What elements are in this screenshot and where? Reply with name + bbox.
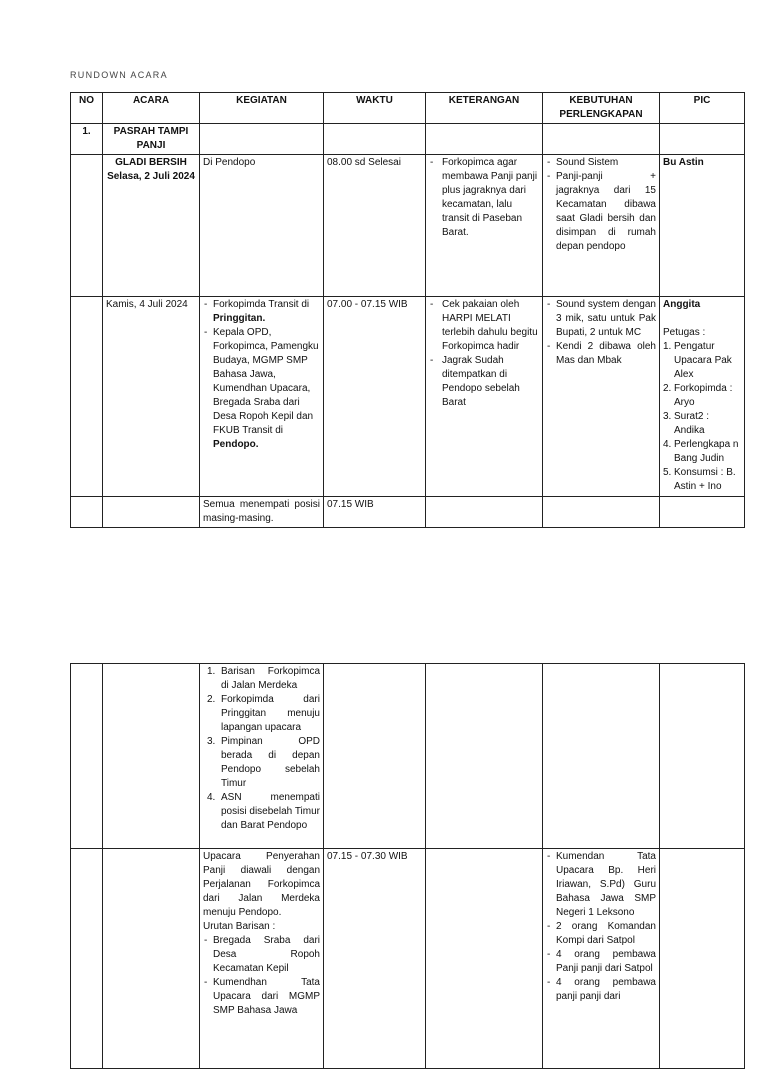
table-row [71,155,745,297]
list-item: - Panji-panji + jagraknya dari 15 Kecamatan dibawa saat Gladi bersih dan disimpan di rumah depan pendopo [546,170,656,254]
kegiatan-cell [200,664,324,849]
list-item-text: Pimpinan OPD berada di depan Pendopo sebelah Timur [221,736,320,789]
kegiatan-cell [200,297,324,497]
acara-title: GLADI BERSIH [115,157,187,168]
pic-cell [660,849,745,1069]
header-waktu: WAKTU [324,93,426,124]
list-item-text: Forkopimda : Aryo [674,383,733,408]
waktu-cell: 08.00 sd Selesai [324,155,426,297]
row-number [71,297,103,497]
list-item: - Kendi 2 dibawa oleh Mas dan Mbak [546,340,656,368]
keterangan-cell [426,664,543,849]
list-item: - Bregada Sraba dari Desa Ropoh Kecamatan Kepil [203,934,320,976]
table-row [71,297,745,497]
list-item-text: ASN menempati posisi disebelah Timur dan Barat Pendopo [221,792,320,831]
keterangan-cell [426,497,543,528]
kegiatan-cell [200,124,324,155]
list-item: - Cek pakaian oleh HARPI MELATI terlebih dahulu begitu Forkopimca hadir [429,298,539,354]
list-item: - Forkopimca agar membawa Panji panji plus jagraknya dari kecamatan, lalu transit di Paseban Barat. [429,156,539,240]
acara-cell [103,497,200,528]
list-item: - Kumendan Tata Upacara Bp. Heri Iriawan, S.Pd) Guru Bahasa Jawa SMP Negeri 1 Leksono [546,850,656,920]
waktu-cell [324,664,426,849]
kebutuhan-cell [543,497,660,528]
acara-cell: Kamis, 4 Juli 2024 [103,297,200,497]
list-item: 4. Perlengkapa n Bang Judin [663,439,739,464]
kebutuhan-cell [543,664,660,849]
list-item: 2. Forkopimda : Aryo [663,383,733,408]
header-kegiatan: KEGIATAN [200,93,324,124]
list-item-text: Barisan Forkopimca di Jalan Merdeka [221,666,320,691]
list-item [203,326,320,452]
table-row [71,124,745,155]
list-item-emphasis: Pendopo. [213,439,259,450]
pic-cell [660,664,745,849]
keterangan-cell [426,155,543,297]
pic-cell: Bu Astin [660,155,745,297]
row-number [71,849,103,1069]
list-item: 1. Barisan Forkopimca di Jalan Merdeka [207,666,320,691]
header-keterangan: KETERANGAN [426,93,543,124]
pic-cell [660,124,745,155]
list-item: - 4 orang pembawa Panji panji dari Satpol [546,948,656,976]
rundown-table-continued [70,663,745,1069]
list-item: 4. ASN menempati posisi disebelah Timur dan Barat Pendopo [207,792,320,831]
list-item: - Kumendhan Tata Upacara dari MGMP SMP Bahasa Jawa [203,976,320,1018]
kegiatan-intro: Upacara Penyerahan Panji diawali dengan Perjalanan Forkopimca dari Jalan Merdeka menuju Pendopo. [203,851,320,918]
kegiatan-cell: Semua menempati posisi masing-masing. [200,497,324,528]
list-item: - Sound Sistem [546,156,656,170]
acara-cell [103,664,200,849]
table-row [71,497,745,528]
kegiatan-subheading: Urutan Barisan : [203,921,276,932]
pic-name: Anggita [663,299,701,310]
table-row [71,664,745,849]
keterangan-cell [426,849,543,1069]
list-item: - 2 orang Komandan Kompi dari Satpol [546,920,656,948]
row-number [71,497,103,528]
list-item: 3. Pimpinan OPD berada di depan Pendopo sebelah Timur [207,736,320,789]
kegiatan-cell: Di Pendopo [200,155,324,297]
kebutuhan-cell [543,297,660,497]
keterangan-cell [426,124,543,155]
list-item-text: Forkopimda Transit di [213,299,310,310]
list-item: 2. Forkopimda dari Pringgitan menuju lapangan upacara [207,694,320,733]
list-item-text: Perlengkapa n Bang Judin [674,439,739,464]
list-item: - Jagrak Sudah ditempatkan di Pendopo sebelah Barat [429,354,539,410]
kebutuhan-cell [543,849,660,1069]
pic-cell [660,497,745,528]
waktu-cell: 07.15 - 07.30 WIB [324,849,426,1069]
kebutuhan-cell [543,124,660,155]
pic-label: Petugas : [663,327,706,338]
header-acara: ACARA [103,93,200,124]
pic-cell [660,297,745,497]
list-item-text: Konsumsi : B. Astin + Ino [674,467,736,492]
list-item-emphasis: Pringgitan. [213,313,266,324]
row-number [71,155,103,297]
list-item-text: Surat2 : Andika [674,411,710,436]
row-number: 1. [71,124,103,155]
kegiatan-cell [200,849,324,1069]
document-title: RUNDOWN ACARA [70,70,168,80]
row-number [71,664,103,849]
list-item-text: Forkopimda dari Pringgitan menuju lapangan upacara [221,694,320,733]
header-kebutuhan: KEBUTUHAN PERLENGKAPAN [543,93,660,124]
keterangan-cell [426,297,543,497]
table-row [71,849,745,1069]
rundown-table [70,92,745,528]
waktu-cell [324,124,426,155]
kebutuhan-cell [543,155,660,297]
acara-date: Selasa, 2 Juli 2024 [107,171,195,182]
list-item-text: Pengatur Upacara Pak Alex [674,341,732,380]
list-item [203,298,320,326]
list-item: 1. Pengatur Upacara Pak Alex [663,341,732,380]
acara-cell [103,155,200,297]
list-item: - 4 orang pembawa panji panji dari [546,976,656,1004]
list-item: 3. Surat2 : Andika [663,411,710,436]
acara-cell: PASRAH TAMPI PANJI [103,124,200,155]
waktu-cell: 07.15 WIB [324,497,426,528]
acara-cell [103,849,200,1069]
list-item-text: Kepala OPD, Forkopimca, Pamengku Budaya, MGMP SMP Bahasa Jawa, Kumendhan Upacara, Bregada Sraba dari Desa Ropoh Kepil dan FKUB Transit di [213,327,319,436]
header-pic: PIC [660,93,745,124]
waktu-cell: 07.00 - 07.15 WIB [324,297,426,497]
list-item: - Sound system dengan 3 mik, satu untuk Pak Bupati, 2 untuk MC [546,298,656,340]
header-no: NO [71,93,103,124]
table-header-row [71,93,745,124]
list-item: 5. Konsumsi : B. Astin + Ino [663,467,736,492]
